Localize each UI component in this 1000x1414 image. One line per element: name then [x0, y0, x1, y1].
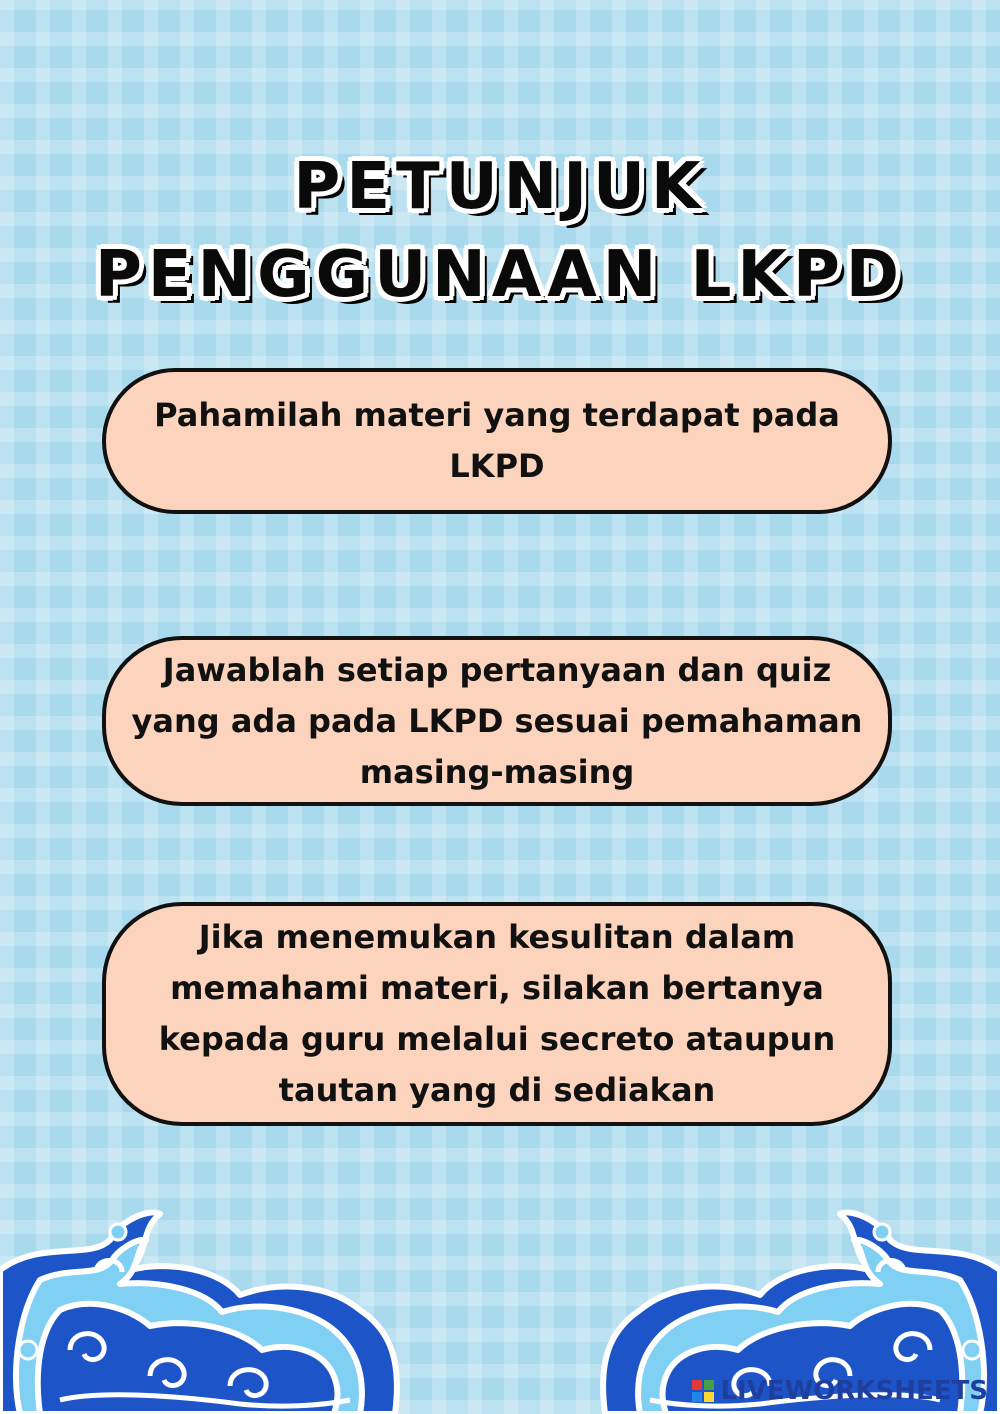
megamendung-cloud-left-icon	[0, 1200, 404, 1414]
instruction-card-2	[102, 636, 892, 806]
title-line-1: PETUNJUK	[293, 149, 707, 224]
watermark-text: LIVEWORKSHEETS	[720, 1376, 988, 1406]
title-line-2: PENGGUNAAN LKPD	[94, 237, 906, 312]
instruction-card-1	[102, 368, 892, 514]
liveworksheets-watermark	[692, 1376, 988, 1406]
liveworksheets-logo-icon	[692, 1380, 714, 1402]
instruction-text-2: Jawablah setiap pertanyaan dan quiz yang ada pada LKPD sesuai pemahaman masing-masing	[131, 650, 863, 791]
instruction-card-3	[102, 902, 892, 1126]
instruction-text-3: Jika menemukan kesulitan dalam memahami materi, silakan bertanya kepada guru melalui secreto ataupun tautan yang di sediakan	[158, 918, 836, 1109]
instruction-text-1: Pahamilah materi yang terdapat pada LKPD	[154, 396, 840, 485]
page-title	[0, 143, 1000, 319]
